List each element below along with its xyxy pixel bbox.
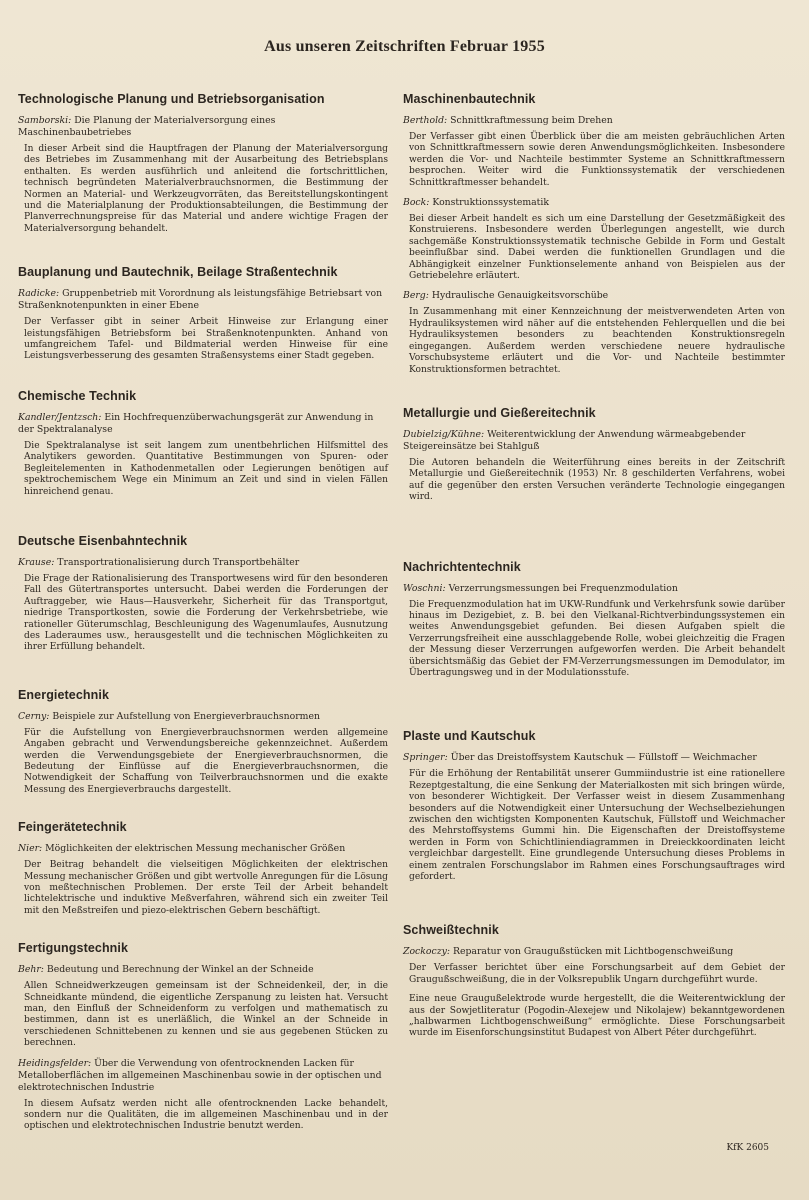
section-maschinenbautechnik	[403, 92, 785, 376]
article-entry	[403, 115, 785, 189]
article-author: Radicke:	[18, 288, 60, 300]
article-author: Cerny:	[18, 710, 50, 722]
article-author: Zockoczy:	[403, 946, 450, 958]
article-author: Krause:	[18, 556, 55, 568]
article-summary: Der Verfasser gibt in seiner Arbeit Hinweise zur Erlangung einer leistungsfähigen Betriebsform bei Straßenknotenpunkten. Anhand von umfangreichem Tafel- und Bildmaterial werden Hinweise für eine Leistungsverbesserung des gesamten Straßensystems einer Stadt gegeben.	[24, 317, 388, 362]
article-title: Ein Hochfrequenzüberwachungsgerät zur Anwendung in der Spektralanalyse	[18, 411, 374, 435]
footer-code: KfK 2605	[726, 1143, 769, 1153]
article-header	[18, 115, 388, 139]
section-heading: Metallurgie und Gießereitechnik	[403, 405, 596, 420]
article-entry	[18, 557, 388, 654]
section-technologische-planung-und-betriebsorganisation	[18, 92, 388, 235]
article-header	[18, 557, 388, 569]
page-title: Aus unseren Zeitschriften Februar 1955	[264, 38, 545, 55]
article-title: Über die Verwendung von ofentrocknenden Lacken für Metalloberflächen im allgemeinen Maschinenbau sowie in der optischen und elektrotechnischen Industrie	[18, 1057, 382, 1093]
article-header	[403, 197, 785, 209]
article-entry	[403, 197, 785, 282]
section-heading: Maschinenbautechnik	[403, 92, 536, 106]
article-author: Woschni:	[403, 582, 446, 594]
section-metallurgie-und-giessereitechnik	[403, 406, 785, 504]
article-entry	[18, 288, 388, 363]
article-header	[403, 115, 785, 127]
section-heading: Technologische Planung und Betriebsorganisation	[18, 92, 325, 106]
article-title: Beispiele zur Aufstellung von Energieverbrauchsnormen	[52, 710, 320, 722]
article-header	[18, 412, 388, 436]
article-header	[18, 711, 388, 723]
article-summary: Eine neue Graugußelektrode wurde hergestellt, die die Weiterentwicklung der aus der Sowjetliteratur (Pogodin-Alexejew und Nikolajew) bekanntgewordenen „halbwarmen Lichtbogenschweißung“ ermöglichte. Diese Forschungsarbeit wurde im Eisenforschungsinstitut Budapest von Albert Péter durchgeführt.	[409, 994, 785, 1039]
article-header	[18, 843, 388, 855]
article-summary: Die Spektralanalyse ist seit langem zum unentbehrlichen Hilfsmittel des Analytikers geworden. Quantitative Bestimmungen von Spuren- oder Begleitelementen in Kathodenmetallen oder Legierungen benötigen auf spektrochemischem Wege ein Minimum an Zeit und sind in vielen Fällen hinreichend genau.	[24, 440, 388, 497]
article-entry	[18, 412, 388, 498]
article-summary: Die Frequenzmodulation hat im UKW-Rundfunk und Verkehrsfunk sowie darüber hinaus im Dezigebiet, z. B. bei den Vielkanal-Richtverbindungssystemen ein weites Anwendungsgebiet gefunden. Bei diesen Aufgaben spielt die Verzerrungsfreiheit eine ausschlaggebende Rolle, wobei gleichzeitig die Fragen der Messung dieser Verzerrungen aufgeworfen werden. Die Arbeit behandelt übersichtsmäßig das Gebiet der FM-Verzerrungsmessungen im Demodulator, im Übertragungsweg und in der Modulationsstufe.	[409, 599, 785, 678]
article-title: Hydraulische Genauigkeitsvorschübe	[431, 290, 609, 302]
article-author: Berg:	[403, 290, 429, 302]
article-summary: Der Beitrag behandelt die vielseitigen Möglichkeiten der elektrischen Messung mechanischer Größen und gibt wertvolle Anregungen für die Lösung von meßtechnischen Problemen. Der erste Teil der Arbeit behandelt lichtelektrische und induktive Meßverfahren, während sich ein zweiter Teil mit den Meßstreifen und piezo-elektrischen Gebern beschäftigt.	[24, 860, 388, 916]
article-header	[403, 429, 785, 453]
article-summary: Allen Schneidwerkzeugen gemeinsam ist der Schneidenkeil, der, in die Schneidkante mündend, die eigentliche Zerspanung zu leisten hat. Versucht man, den Einfluß der Schneidenform zu verfolgen und mathematisch zu bestimmen, dann ist es unerläßlich, die Winkel an der Schneide in verschiedenen Schnittebenen zu kennen und sie aus gegebenen Stücken zu berechnen.	[24, 981, 388, 1049]
section-chemische-technik	[18, 389, 388, 498]
section-nachrichtentechnik	[403, 560, 785, 680]
article-entry	[403, 290, 785, 375]
section-schweisstechnik	[403, 923, 785, 1039]
article-title: Transportrationalisierung durch Transportbehälter	[57, 556, 300, 568]
article-header	[403, 752, 785, 764]
article-title: Bedeutung und Berechnung der Winkel an der Schneide	[46, 964, 314, 976]
article-title: Möglichkeiten der elektrischen Messung mechanischer Größen	[45, 843, 346, 855]
article-entry	[403, 946, 785, 986]
article-entry	[403, 752, 785, 883]
section-heading: Plaste und Kautschuk	[403, 729, 536, 744]
article-entry	[403, 994, 785, 1040]
article-header	[18, 288, 388, 312]
article-summary: Die Autoren behandeln die Weiterführung eines bereits in der Zeitschrift Metallurgie und Gießereitechnik (1953) Nr. 8 geschilderten Verfahrens, wobei auf die gegenüber den ersten Versuchen veränderte Technologie eingegangen wird.	[409, 457, 785, 503]
section-deutsche-eisenbahntechnik	[18, 534, 388, 654]
article-title: Die Planung der Materialversorgung eines Maschinenbaubetriebes	[18, 115, 276, 138]
article-title: Konstruktionssystematik	[432, 197, 550, 209]
section-energietechnik	[18, 688, 388, 796]
section-fertigungstechnik	[18, 941, 388, 1133]
article-header	[18, 964, 388, 976]
article-summary: In dieser Arbeit sind die Hauptfragen der Planung der Materialversorgung des Betriebes im Zusammenhang mit der Ausarbeitung des Betriebsplans enthalten. Es werden ausführlich und anleitend die fortschrittlichen, technisch begründeten Materialverbrauchsnormen, die Bestimmung der Normen an Material- und Werkzeugvorräten, das Bereitstellungskontingent und die Materialplanung der Produktionsabteilungen, die Bestimmung der Planverrechnungspreise für das Material und andere wichtige Fragen der Materialversorgung behandelt.	[24, 144, 388, 234]
article-title: Über das Dreistoffsystem Kautschuk — Füllstoff — Weichmacher	[450, 752, 757, 764]
article-entry	[18, 115, 388, 235]
article-header	[403, 946, 785, 958]
article-summary: Für die Erhöhung der Rentabilität unserer Gummiindustrie ist eine rationellere Rezeptgestaltung, die eine Senkung der Materialkosten mit sich bringen würde, von besonderer Wichtigkeit. Der Verfasser weist in diesem Zusammenhang besonders auf die Notwendigkeit einer Untersuchung der Wechselbeziehungen zwischen den wichtigsten Komponenten Kautschuk, Füllstoff und Weichmacher des Mehrstoffsystems Gummi hin. Die Eigenschaften der Dreistoffsysteme werden in Form von Schichtliniendiagrammen in Dreieckkoordinaten leicht vergleichbar dargestellt. Eine grundlegende Untersuchung dieses Problems in einem zentralen Forschungslabor im Rahmen eines Forschungsauftrages wird gefordert.	[409, 769, 785, 883]
left-column	[18, 78, 388, 1143]
article-entry	[18, 843, 388, 917]
section-heading: Schweißtechnik	[403, 923, 499, 938]
article-entry	[403, 429, 785, 504]
article-summary: Bei dieser Arbeit handelt es sich um eine Darstellung der Gesetzmäßigkeit des Konstruierens. Insbesondere werden Überlegungen angestellt, wie durch sachgemäße Konstruktionssystematik technische Gebilde in Form und Gestalt beeinflußbar sind. Dabei werden die funktionellen Grundlagen und die Abhängigkeit einzelner Funktionselemente anhand von Beispielen aus der Getriebelehre erläutert.	[409, 214, 785, 282]
section-heading: Bauplanung und Bautechnik, Beilage Straßentechnik	[18, 265, 338, 280]
section-bauplanung-und-bautechnik-beilage-strassentechnik	[18, 265, 388, 363]
article-author: Dubielzig/Kühne:	[403, 428, 485, 440]
article-header	[18, 1058, 388, 1094]
section-heading: Feingerätetechnik	[18, 820, 127, 835]
article-header	[403, 290, 785, 302]
article-summary: Der Verfasser berichtet über eine Forschungsarbeit auf dem Gebiet der Graugußschweißung, die in der Volksrepublik Ungarn durchgeführt wurde.	[409, 963, 785, 985]
article-author: Heidingsfelder:	[18, 1057, 92, 1069]
article-author: Samborski:	[18, 115, 72, 126]
article-title: Reparatur von Graugußstücken mit Lichtbogenschweißung	[452, 946, 734, 958]
article-author: Bock:	[403, 197, 430, 209]
article-title: Schnittkraftmessung beim Drehen	[450, 115, 613, 126]
right-column	[403, 78, 785, 1070]
section-heading: Chemische Technik	[18, 388, 137, 403]
article-author: Behr:	[18, 964, 44, 976]
article-author: Nier:	[18, 843, 43, 855]
article-summary: Für die Aufstellung von Energieverbrauchsnormen werden allgemeine Angaben gebracht und Verwendungsbereiche gekennzeichnet. Außerdem werden die Verwendungsgebiete der Energieverbrauchsnormen, die Bedeutung der Einflüsse auf die Energieverbrauchsnormen, die Notwendigkeit der Schaffung von Teilverbrauchsnormen und die exakte Messung des Energieverbrauchs dargestellt.	[24, 727, 388, 795]
article-title: Gruppenbetrieb mit Vorordnung als leistungsfähige Betriebsart von Straßenknotenpunkten in einer Ebene	[18, 288, 383, 312]
section-plaste-und-kautschuk	[403, 729, 785, 883]
article-author: Springer:	[403, 752, 448, 764]
section-heading: Nachrichtentechnik	[403, 559, 521, 574]
article-author: Kandler/Jentzsch:	[18, 411, 102, 423]
section-heading: Fertigungstechnik	[18, 941, 129, 956]
article-summary: Die Frage der Rationalisierung des Transportwesens wird für den besonderen Fall des Gütertransportes untersucht. Dabei werden die Forderungen der Auftraggeber, wie Haus—Hausverkehr, Sicherheit für das Transportgut, niedrige Transportkosten, sowie die Forderung der Verkehrsbetriebe, wie rationeller Güterumschlag, Beschleunigung des Wagenumlaufes, Ausnutzung des Laderaumes usw., herausgestellt und die technischen Möglichkeiten zu ihrer Erfüllung behandelt.	[24, 573, 388, 653]
article-entry	[18, 964, 388, 1049]
section-heading: Deutsche Eisenbahntechnik	[18, 533, 188, 548]
article-title: Verzerrungsmessungen bei Frequenzmodulation	[448, 582, 678, 594]
article-summary: In Zusammenhang mit einer Kennzeichnung der meistverwendeten Arten von Hydrauliksystemen wird näher auf die entstehenden Fehlerquellen und die bei Hydrauliksystemen besonders zu beachtenden Konstruktionsregeln eingegangen. Außerdem werden verschiedene neuere hydraulische Vorschubsysteme erläutert und die Vor- und Nachteile bestimmter Konstruktionsformen betrachtet.	[409, 307, 785, 375]
article-summary: In diesem Aufsatz werden nicht alle ofentrocknenden Lacke behandelt, sondern nur die Qualitäten, die im allgemeinen Maschinenbau und in der optischen und elektrotechnischen Industrie benutzt werden.	[24, 1098, 388, 1132]
article-entry	[403, 583, 785, 680]
section-feingeraetetechnik	[18, 820, 388, 917]
article-header	[403, 583, 785, 595]
article-summary: Der Verfasser gibt einen Überblick über die am meisten gebräuchlichen Arten von Schnittkraftmessern sowie deren Anwendungsmöglichkeiten. Insbesondere werden die Vor- und Nachteile bestimmter Systeme an Schnittkraftmessern besprochen. Weiter wird die Funktionssystematik der verschiedenen Schnittkraftmesser behandelt.	[409, 132, 785, 188]
article-title: Weiterentwicklung der Anwendung wärmeabgebender Steigereinsätze bei Stahlguß	[403, 428, 746, 452]
article-entry	[18, 711, 388, 796]
article-entry	[18, 1058, 388, 1133]
section-heading: Energietechnik	[18, 687, 110, 702]
article-author: Berthold:	[403, 115, 448, 126]
